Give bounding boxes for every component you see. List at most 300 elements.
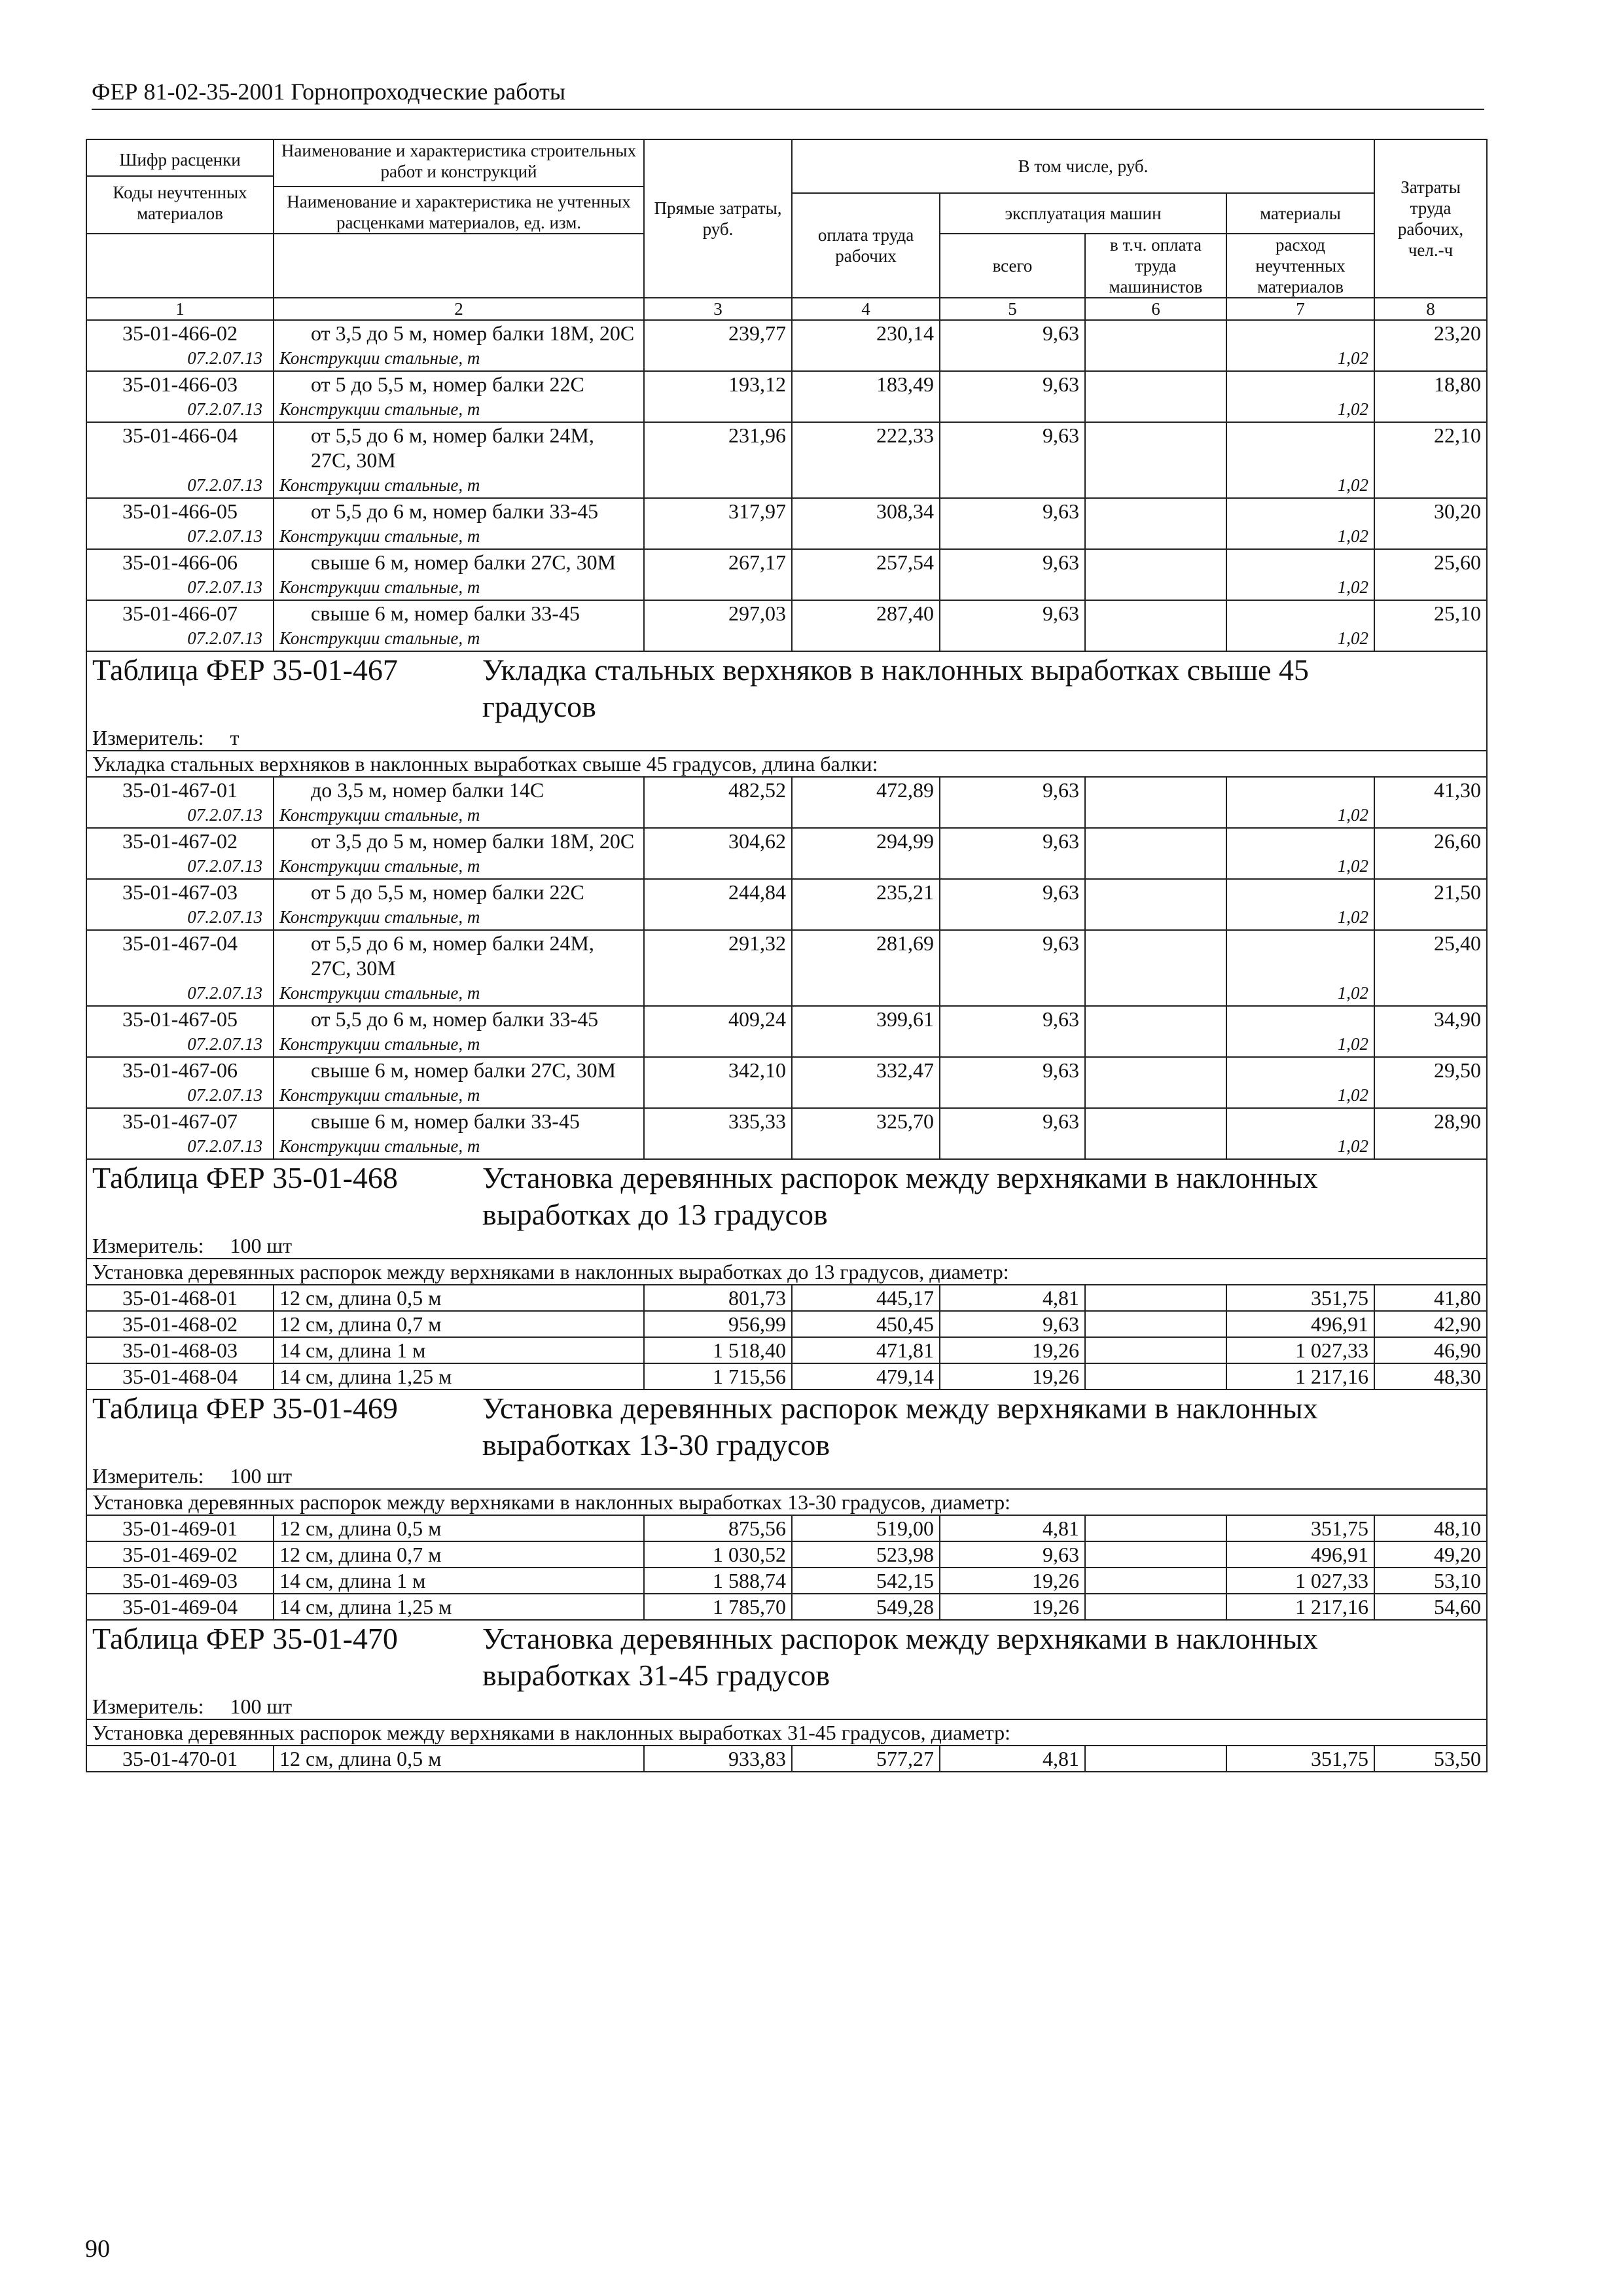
empty-cell [792, 905, 940, 930]
labor-cost: 183,49 [792, 371, 940, 397]
material-qty: 1,02 [1226, 524, 1374, 549]
material-code: 07.2.07.13 [86, 980, 274, 1006]
material-code: 07.2.07.13 [86, 802, 274, 828]
labor-hours: 49,20 [1374, 1541, 1487, 1568]
rate-row [86, 422, 1487, 473]
material-qty: 1,02 [1226, 575, 1374, 600]
empty-cell [1374, 346, 1487, 371]
direct-cost: 297,03 [644, 600, 792, 626]
machine-cost: 9,63 [940, 422, 1085, 473]
labor-cost: 287,40 [792, 600, 940, 626]
material-cost: 496,91 [1226, 1541, 1374, 1568]
rate-code: 35-01-468-02 [86, 1311, 274, 1337]
empty-cell [940, 905, 1085, 930]
material-cost: 1 027,33 [1226, 1337, 1374, 1363]
empty-cell [644, 802, 792, 828]
description-row [86, 1489, 1487, 1515]
included-head: В том числе, руб. [792, 139, 1374, 193]
material-name: Конструкции стальные, т [274, 905, 644, 930]
measure [86, 1694, 1487, 1719]
rate-code: 35-01-468-01 [86, 1285, 274, 1311]
machine-cost: 19,26 [940, 1337, 1085, 1363]
table-title-row [86, 1390, 1487, 1463]
material-cost: 1 217,16 [1226, 1363, 1374, 1390]
material-row [86, 905, 1487, 930]
rate-name: от 3,5 до 5 м, номер балки 18М, 20С [274, 320, 644, 346]
empty-cell [1085, 905, 1226, 930]
rate-name: от 5,5 до 6 м, номер балки 24М, 27С, 30М [274, 422, 644, 473]
empty-cell [644, 524, 792, 549]
measure-value: 100 шт [230, 1695, 293, 1718]
direct-cost: 193,12 [644, 371, 792, 397]
rate-name: до 3,5 м, номер балки 14С [274, 777, 644, 802]
labor-cost: 325,70 [792, 1108, 940, 1134]
measure-row [86, 1463, 1487, 1489]
empty-cell [1374, 575, 1487, 600]
rate-code: 35-01-467-06 [86, 1057, 274, 1083]
empty-cell [1374, 905, 1487, 930]
empty-cell [644, 853, 792, 879]
empty-cell [644, 1031, 792, 1057]
empty-cell [1085, 802, 1226, 828]
empty-cell [792, 1083, 940, 1108]
col7-head: расход неучтенных материалов [1226, 234, 1374, 298]
table-description: Укладка стальных верхняков в наклонных выработках свыше 45 градусов, длина балки: [86, 751, 1487, 777]
material-code: 07.2.07.13 [86, 1031, 274, 1057]
machine-cost: 9,63 [940, 828, 1085, 853]
labor-cost: 523,98 [792, 1541, 940, 1568]
machine-cost: 9,63 [940, 1311, 1085, 1337]
labor-cost: 519,00 [792, 1515, 940, 1541]
rate-row [86, 879, 1487, 905]
material-row [86, 980, 1487, 1006]
table-label: Таблица ФЕР 35-01-470 [92, 1622, 398, 1655]
material-qty: 1,02 [1226, 1134, 1374, 1159]
material-cost: 1 027,33 [1226, 1568, 1374, 1594]
empty-cell [940, 346, 1085, 371]
rate-name: 12 см, длина 0,5 м [274, 1746, 644, 1772]
table-description: Установка деревянных распорок между верхняками в наклонных выработках до 13 градусов, диаметр: [86, 1259, 1487, 1285]
direct-cost: 317,97 [644, 498, 792, 524]
material-qty: 1,02 [1226, 1083, 1374, 1108]
material-row [86, 1031, 1487, 1057]
material-cost: 351,75 [1226, 1746, 1374, 1772]
labor-hours: 48,10 [1374, 1515, 1487, 1541]
measure-label: Измеритель: [92, 1464, 204, 1488]
material-name: Конструкции стальные, т [274, 626, 644, 651]
direct-cost: 933,83 [644, 1746, 792, 1772]
rate-code: 35-01-467-05 [86, 1006, 274, 1031]
empty-cell [644, 905, 792, 930]
labor-hours: 25,10 [1374, 600, 1487, 626]
material-name: Конструкции стальные, т [274, 575, 644, 600]
direct-cost: 239,77 [644, 320, 792, 346]
machine-cost: 9,63 [940, 1108, 1085, 1134]
rate-name: 12 см, длина 0,7 м [274, 1541, 644, 1568]
operator-cost [1085, 1515, 1226, 1541]
col2-head: Наименование и характеристика строительных работ и конструкций Наименование и характеристика не учтенных расценками материалов, ед. изм. [274, 139, 644, 234]
labor-hours: 29,50 [1374, 1057, 1487, 1083]
rate-code: 35-01-467-04 [86, 930, 274, 980]
empty-cell [940, 1031, 1085, 1057]
empty-cell [792, 980, 940, 1006]
empty-cell [644, 980, 792, 1006]
labor-hours: 26,60 [1374, 828, 1487, 853]
operator-cost [1085, 320, 1226, 346]
direct-cost: 291,32 [644, 930, 792, 980]
labor-hours: 53,50 [1374, 1746, 1487, 1772]
machine-cost: 9,63 [940, 320, 1085, 346]
machine-cost: 9,63 [940, 600, 1085, 626]
empty-cell [1085, 524, 1226, 549]
table-label: Таблица ФЕР 35-01-467 [92, 653, 398, 687]
empty-cell [1374, 473, 1487, 498]
rate-row [86, 1108, 1487, 1134]
operator-cost [1085, 1108, 1226, 1134]
material-qty: 1,02 [1226, 802, 1374, 828]
labor-cost: 294,99 [792, 828, 940, 853]
operator-cost [1085, 828, 1226, 853]
direct-cost: 1 588,74 [644, 1568, 792, 1594]
labor-hours: 30,20 [1374, 498, 1487, 524]
empty-cell [792, 473, 940, 498]
table-label: Таблица ФЕР 35-01-468 [92, 1161, 398, 1194]
direct-cost: 267,17 [644, 549, 792, 575]
operator-cost [1085, 1057, 1226, 1083]
rate-row [86, 1006, 1487, 1031]
material-row [86, 473, 1487, 498]
labor-cost: 222,33 [792, 422, 940, 473]
table-label: Таблица ФЕР 35-01-469 [92, 1391, 398, 1425]
material-name: Конструкции стальные, т [274, 1134, 644, 1159]
material-name: Конструкции стальные, т [274, 346, 644, 371]
labor-hours: 34,90 [1374, 1006, 1487, 1031]
machine-cost: 4,81 [940, 1515, 1085, 1541]
material-name: Конструкции стальные, т [274, 397, 644, 422]
direct-cost: 231,96 [644, 422, 792, 473]
rate-row [86, 600, 1487, 626]
empty-cell [644, 397, 792, 422]
labor-cost: 445,17 [792, 1285, 940, 1311]
direct-cost: 304,62 [644, 828, 792, 853]
material-code: 07.2.07.13 [86, 626, 274, 651]
machine-cost: 9,63 [940, 498, 1085, 524]
operator-cost [1085, 1568, 1226, 1594]
operator-cost [1085, 930, 1226, 980]
empty-cell [792, 397, 940, 422]
labor-hours: 22,10 [1374, 422, 1487, 473]
rate-name: 12 см, длина 0,5 м [274, 1515, 644, 1541]
empty-cell [1085, 575, 1226, 600]
empty-cell [644, 626, 792, 651]
empty-cell [1374, 1134, 1487, 1159]
material-code: 07.2.07.13 [86, 346, 274, 371]
labor-hours: 42,90 [1374, 1311, 1487, 1337]
empty-cell [1374, 1083, 1487, 1108]
rate-row [86, 371, 1487, 397]
rate-row [86, 498, 1487, 524]
machine-cost: 19,26 [940, 1568, 1085, 1594]
page-number: 90 [85, 2235, 110, 2263]
page-header: ФЕР 81-02-35-2001 Горнопроходческие работы [92, 77, 1484, 110]
machines-head: эксплуатация машин [940, 193, 1226, 234]
rate-row [86, 777, 1487, 802]
empty-cell [940, 397, 1085, 422]
labor-cost: 332,47 [792, 1057, 940, 1083]
labor-cost: 235,21 [792, 879, 940, 905]
measure [86, 1463, 1487, 1489]
rate-name: от 5,5 до 6 м, номер балки 24М, 27С, 30М [274, 930, 644, 980]
material-name: Конструкции стальные, т [274, 980, 644, 1006]
material-cost [1226, 498, 1374, 524]
material-code: 07.2.07.13 [86, 397, 274, 422]
material-qty: 1,02 [1226, 397, 1374, 422]
rate-name: свыше 6 м, номер балки 33-45 [274, 1108, 644, 1134]
empty-cell [940, 524, 1085, 549]
rate-code: 35-01-466-06 [86, 549, 274, 575]
operator-cost [1085, 600, 1226, 626]
measure-row [86, 725, 1487, 751]
rate-row [86, 1311, 1487, 1337]
operator-cost [1085, 1285, 1226, 1311]
rate-code: 35-01-466-02 [86, 320, 274, 346]
table-title [86, 1159, 1487, 1233]
rate-code: 35-01-466-05 [86, 498, 274, 524]
empty-cell [1085, 1083, 1226, 1108]
material-cost [1226, 320, 1374, 346]
table-head [86, 139, 1487, 320]
material-code: 07.2.07.13 [86, 473, 274, 498]
labor-cost: 472,89 [792, 777, 940, 802]
rate-code: 35-01-469-02 [86, 1541, 274, 1568]
material-name: Конструкции стальные, т [274, 1083, 644, 1108]
material-cost [1226, 777, 1374, 802]
direct-cost: 801,73 [644, 1285, 792, 1311]
rate-row [86, 1541, 1487, 1568]
labor-hours: 21,50 [1374, 879, 1487, 905]
machine-cost: 9,63 [940, 777, 1085, 802]
material-row [86, 1083, 1487, 1108]
operator-cost [1085, 777, 1226, 802]
material-row [86, 397, 1487, 422]
rate-code: 35-01-467-02 [86, 828, 274, 853]
rate-name: 14 см, длина 1 м [274, 1568, 644, 1594]
empty-cell [1374, 853, 1487, 879]
materials-head: материалы [1226, 193, 1374, 234]
material-cost [1226, 828, 1374, 853]
machine-cost: 9,63 [940, 1006, 1085, 1031]
rate-code: 35-01-466-04 [86, 422, 274, 473]
rate-name: от 5,5 до 6 м, номер балки 33-45 [274, 1006, 644, 1031]
empty-cell [940, 626, 1085, 651]
labor-cost: 577,27 [792, 1746, 940, 1772]
operator-cost [1085, 1006, 1226, 1031]
labor-hours: 41,30 [1374, 777, 1487, 802]
table-title [86, 1390, 1487, 1463]
empty-cell [1374, 524, 1487, 549]
empty-cell [792, 626, 940, 651]
operator-cost [1085, 1337, 1226, 1363]
rate-name: свыше 6 м, номер балки 27С, 30М [274, 1057, 644, 1083]
material-qty: 1,02 [1226, 905, 1374, 930]
table-heading: Установка деревянных распорок между верхняками в наклонных выработках 13-30 градусов [482, 1391, 1318, 1462]
material-row [86, 346, 1487, 371]
material-cost [1226, 549, 1374, 575]
labor-cost: 257,54 [792, 549, 940, 575]
material-code: 07.2.07.13 [86, 524, 274, 549]
empty-cell [1085, 346, 1226, 371]
material-cost [1226, 879, 1374, 905]
material-qty: 1,02 [1226, 626, 1374, 651]
material-cost [1226, 1006, 1374, 1031]
labor-hours: 28,90 [1374, 1108, 1487, 1134]
material-qty: 1,02 [1226, 473, 1374, 498]
machine-cost: 19,26 [940, 1594, 1085, 1620]
rate-row [86, 1285, 1487, 1311]
material-row [86, 802, 1487, 828]
empty-cell [940, 980, 1085, 1006]
labor-hours: 54,60 [1374, 1594, 1487, 1620]
rate-row [86, 828, 1487, 853]
labor-hours: 41,80 [1374, 1285, 1487, 1311]
operator-cost [1085, 371, 1226, 397]
machine-cost: 9,63 [940, 1057, 1085, 1083]
empty-cell [1374, 397, 1487, 422]
machine-cost: 9,63 [940, 549, 1085, 575]
rate-row [86, 930, 1487, 980]
empty-cell [792, 346, 940, 371]
labor-cost: 230,14 [792, 320, 940, 346]
machine-cost: 9,63 [940, 879, 1085, 905]
rate-name: от 5 до 5,5 м, номер балки 22С [274, 371, 644, 397]
rate-code: 35-01-468-03 [86, 1337, 274, 1363]
empty-cell [1085, 473, 1226, 498]
labor-hours: 53,10 [1374, 1568, 1487, 1594]
empty-cell [792, 802, 940, 828]
material-cost [1226, 371, 1374, 397]
labor-hours: 46,90 [1374, 1337, 1487, 1363]
empty-cell [792, 524, 940, 549]
rate-name: 14 см, длина 1 м [274, 1337, 644, 1363]
empty-cell [644, 575, 792, 600]
measure-label: Измеритель: [92, 1234, 204, 1257]
material-cost: 351,75 [1226, 1285, 1374, 1311]
labor-cost: 542,15 [792, 1568, 940, 1594]
empty-cell [1085, 1134, 1226, 1159]
empty-cell [940, 575, 1085, 600]
empty-cell [940, 853, 1085, 879]
rate-code: 35-01-469-01 [86, 1515, 274, 1541]
operator-cost [1085, 549, 1226, 575]
material-name: Конструкции стальные, т [274, 524, 644, 549]
labor-cost: 308,34 [792, 498, 940, 524]
col4-head: оплата труда рабочих [792, 193, 940, 298]
material-cost [1226, 600, 1374, 626]
table-title [86, 651, 1487, 725]
material-row [86, 524, 1487, 549]
material-cost: 1 217,16 [1226, 1594, 1374, 1620]
empty-cell [644, 1083, 792, 1108]
material-name: Конструкции стальные, т [274, 473, 644, 498]
table-description: Установка деревянных распорок между верхняками в наклонных выработках 31-45 градусов, диаметр: [86, 1719, 1487, 1746]
labor-cost: 549,28 [792, 1594, 940, 1620]
operator-cost [1085, 1363, 1226, 1390]
labor-hours: 48,30 [1374, 1363, 1487, 1390]
operator-cost [1085, 1746, 1226, 1772]
rate-row [86, 1568, 1487, 1594]
rate-name: 14 см, длина 1,25 м [274, 1363, 644, 1390]
direct-cost: 244,84 [644, 879, 792, 905]
operator-cost [1085, 498, 1226, 524]
direct-cost: 1 715,56 [644, 1363, 792, 1390]
measure-value: 100 шт [230, 1234, 293, 1257]
labor-cost: 471,81 [792, 1337, 940, 1363]
material-row [86, 1134, 1487, 1159]
labor-cost: 450,45 [792, 1311, 940, 1337]
material-cost [1226, 1057, 1374, 1083]
material-row [86, 626, 1487, 651]
material-code: 07.2.07.13 [86, 1134, 274, 1159]
material-row [86, 853, 1487, 879]
material-qty: 1,02 [1226, 346, 1374, 371]
machine-cost: 9,63 [940, 930, 1085, 980]
rate-row [86, 1594, 1487, 1620]
rate-code: 35-01-466-03 [86, 371, 274, 397]
empty-cell [1374, 802, 1487, 828]
measure [86, 725, 1487, 751]
labor-cost: 281,69 [792, 930, 940, 980]
material-qty: 1,02 [1226, 853, 1374, 879]
labor-cost: 399,61 [792, 1006, 940, 1031]
machine-cost: 4,81 [940, 1746, 1085, 1772]
direct-cost: 1 518,40 [644, 1337, 792, 1363]
empty-cell [792, 853, 940, 879]
table-title-row [86, 1159, 1487, 1233]
empty-cell [644, 473, 792, 498]
material-name: Конструкции стальные, т [274, 802, 644, 828]
rate-code: 35-01-469-04 [86, 1594, 274, 1620]
operator-cost [1085, 422, 1226, 473]
machine-cost: 19,26 [940, 1363, 1085, 1390]
empty-cell [1085, 626, 1226, 651]
rate-row [86, 1515, 1487, 1541]
labor-hours: 18,80 [1374, 371, 1487, 397]
rate-name: 14 см, длина 1,25 м [274, 1594, 644, 1620]
direct-cost: 335,33 [644, 1108, 792, 1134]
direct-cost: 1 030,52 [644, 1541, 792, 1568]
material-cost: 496,91 [1226, 1311, 1374, 1337]
empty-cell [792, 1031, 940, 1057]
col5-head: всего [940, 234, 1085, 298]
material-name: Конструкции стальные, т [274, 853, 644, 879]
empty-cell [644, 346, 792, 371]
direct-cost: 342,10 [644, 1057, 792, 1083]
col1-head: Шифр расценки Коды неучтенных материалов [86, 139, 274, 234]
rate-name: свыше 6 м, номер балки 27С, 30М [274, 549, 644, 575]
rate-name: 12 см, длина 0,5 м [274, 1285, 644, 1311]
direct-cost: 875,56 [644, 1515, 792, 1541]
material-code: 07.2.07.13 [86, 905, 274, 930]
table-heading: Укладка стальных верхняков в наклонных выработках свыше 45 градусов [482, 653, 1310, 723]
table-body [86, 320, 1487, 1772]
rate-row [86, 320, 1487, 346]
empty-cell [940, 1083, 1085, 1108]
material-code: 07.2.07.13 [86, 853, 274, 879]
table-title [86, 1620, 1487, 1694]
machine-cost: 4,81 [940, 1285, 1085, 1311]
empty-cell [1085, 1031, 1226, 1057]
direct-cost: 482,52 [644, 777, 792, 802]
